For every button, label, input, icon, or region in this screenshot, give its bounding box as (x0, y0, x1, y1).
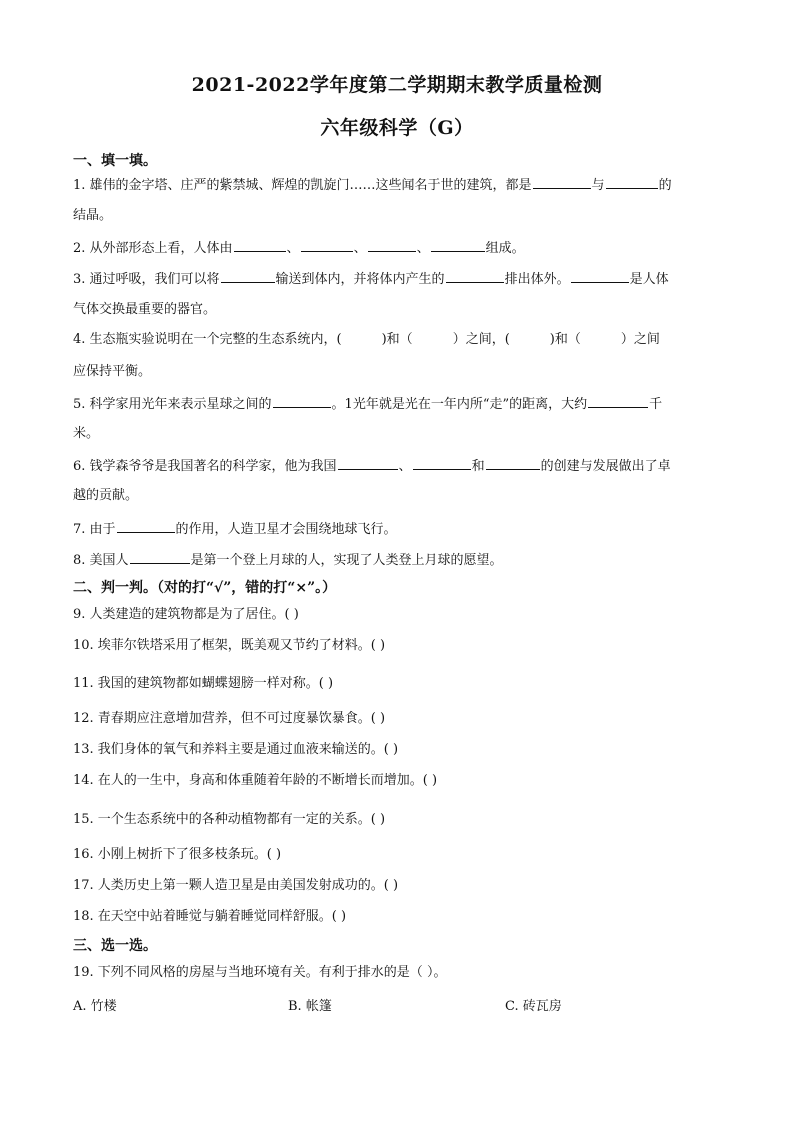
question-19: 19. 下列不同风格的房屋与当地环境有关。有利于排水的是（ ）。 (73, 965, 447, 980)
blank[interactable] (446, 268, 504, 283)
question-13[interactable]: 13. 我们身体的氧气和养料主要是通过血液来输送的。( ) (73, 742, 399, 757)
section-judge-heading: 二、判一判。（对的打“√”，错的打“×”。） (73, 580, 337, 596)
question-3-cont: 气体交换最重要的器官。 (73, 302, 217, 317)
blank[interactable] (413, 455, 471, 470)
question-4 (73, 330, 723, 350)
q5-text: 千 (649, 397, 663, 412)
question-16[interactable]: 16. 小刚上树折下了很多枝条玩。( ) (73, 847, 282, 862)
question-9[interactable]: 9. 人类建造的建筑物都是为了居住。( ) (73, 607, 299, 622)
blank[interactable] (117, 518, 175, 533)
q5-text: 。1光年就是光在一年内所“走”的距离，大约 (331, 397, 588, 412)
q2-text: 组成。 (485, 241, 525, 256)
option-a[interactable]: A. 竹楼 (73, 999, 117, 1014)
option-b[interactable]: B. 帐篷 (288, 999, 332, 1014)
q1-text: 的 (658, 178, 672, 193)
question-10[interactable]: 10. 埃菲尔铁塔采用了框架，既美观又节约了材料。( ) (73, 638, 386, 653)
q1-text: 与 (591, 178, 605, 193)
section-fill-heading: 一、填一填。 (73, 153, 157, 169)
q8-text: 8. 美国人 (73, 553, 129, 568)
question-3 (73, 268, 723, 290)
q2-sep: 、 (286, 241, 300, 256)
q4-text: )和（ (381, 332, 413, 347)
exam-title: 2021-2022学年度第二学期期末教学质量检测 (191, 74, 603, 96)
q6-text: 、 (398, 459, 412, 474)
question-5 (73, 393, 723, 415)
question-12[interactable]: 12. 青春期应注意增加营养，但不可过度暴饮暴食。( ) (73, 711, 386, 726)
blank[interactable] (234, 237, 286, 252)
q7-text: 7. 由于 (73, 522, 116, 537)
blank[interactable] (588, 393, 648, 408)
blank[interactable] (606, 174, 658, 189)
q4-text: )和（ (549, 332, 581, 347)
q8-text: 是第一个登上月球的人，实现了人类登上月球的愿望。 (190, 553, 503, 568)
blank[interactable] (571, 268, 629, 283)
blank[interactable] (533, 174, 591, 189)
q1-text: 1. 雄伟的金字塔、庄严的紫禁城、辉煌的凯旋门……这些闻名于世的建筑，都是 (73, 178, 532, 193)
q4-text: ）之间 (620, 332, 660, 347)
q2-sep: 、 (353, 241, 367, 256)
exam-subtitle: 六年级科学（G） (320, 117, 474, 139)
blank[interactable] (368, 237, 416, 252)
question-4-cont: 应保持平衡。 (73, 364, 152, 379)
q6-text: 的创建与发展做出了卓 (540, 459, 671, 474)
question-11[interactable]: 11. 我国的建筑物都如蝴蝶翅膀一样对称。( ) (73, 676, 334, 691)
q4-text: ）之间，( (452, 332, 510, 347)
q5-text: 5. 科学家用光年来表示星球之间的 (73, 397, 272, 412)
q3-text: 排出体外。 (504, 272, 570, 287)
q7-text: 的作用，人造卫星才会围绕地球飞行。 (175, 522, 397, 537)
question-17[interactable]: 17. 人类历史上第一颗人造卫星是由美国发射成功的。( ) (73, 878, 399, 893)
question-2 (73, 237, 723, 259)
question-6-cont: 越的贡献。 (73, 488, 139, 503)
q3-text: 输送到体内，并将体内产生的 (275, 272, 445, 287)
q2-sep: 、 (416, 241, 430, 256)
q3-text: 3. 通过呼吸，我们可以将 (73, 272, 220, 287)
option-c[interactable]: C. 砖瓦房 (505, 999, 562, 1014)
blank[interactable] (486, 455, 540, 470)
q6-text: 6. 钱学森爷爷是我国著名的科学家，他为我国 (73, 459, 337, 474)
q4-text: 4. 生态瓶实验说明在一个完整的生态系统内，( (73, 332, 342, 347)
section-choice-heading: 三、选一选。 (73, 938, 157, 954)
q6-text: 和 (471, 459, 485, 474)
question-15[interactable]: 15. 一个生态系统中的各种动植物都有一定的关系。( ) (73, 812, 386, 827)
question-5-cont: 米。 (73, 426, 100, 441)
question-8 (73, 549, 723, 571)
blank[interactable] (130, 549, 190, 564)
blank[interactable] (301, 237, 353, 252)
blank[interactable] (431, 237, 485, 252)
question-1-cont: 结晶。 (73, 208, 113, 223)
blank[interactable] (273, 393, 331, 408)
blank[interactable] (221, 268, 275, 283)
q3-text: 是人体 (629, 272, 669, 287)
question-7 (73, 518, 723, 540)
question-6 (73, 455, 723, 477)
question-14[interactable]: 14. 在人的一生中，身高和体重随着年龄的不断增长而增加。( ) (73, 773, 438, 788)
question-1 (73, 174, 723, 196)
question-18[interactable]: 18. 在天空中站着睡觉与躺着睡觉同样舒服。( ) (73, 909, 347, 924)
blank[interactable] (338, 455, 398, 470)
q2-text: 2. 从外部形态上看，人体由 (73, 241, 233, 256)
